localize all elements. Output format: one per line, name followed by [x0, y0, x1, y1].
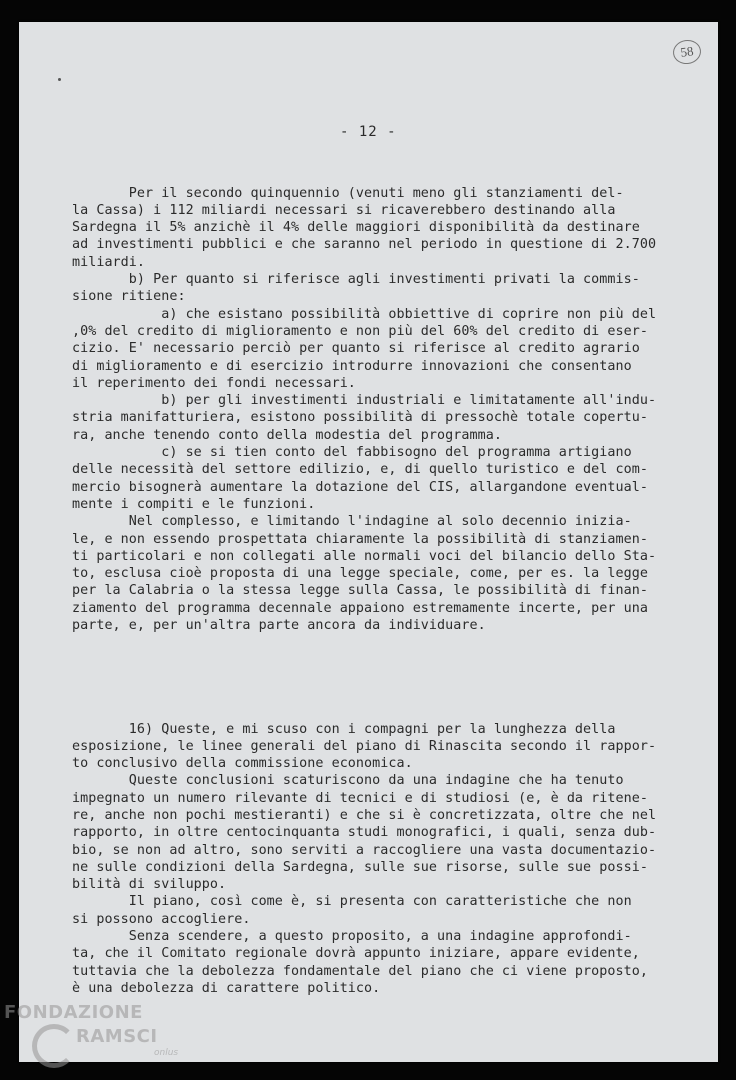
text-line: la Cassa) i 112 miliardi necessari si ricaverebbero destinando alla: [72, 202, 616, 218]
text-line: parte, e, per un'altra parte ancora da individuare.: [72, 618, 486, 634]
text-line: ziamento del programma decennale appaiono estremamente incerte, per una: [72, 600, 648, 616]
text-line: rapporto, in oltre centocinquanta studi monografici, i quali, senza dub-: [72, 825, 657, 841]
text-line: stria manifatturiera, esistono possibilità di pressochè totale copertu-: [72, 410, 648, 426]
text-line: miliardi.: [72, 254, 146, 270]
text-line: Senza scendere, a questo proposito, a una indagine approfondi-: [72, 929, 632, 945]
margin-mark: [58, 78, 61, 81]
text-line: esposizione, le linee generali del piano di Rinascita secondo il rappor-: [72, 738, 657, 754]
watermark-suffix: onlus: [154, 1048, 179, 1058]
text-line: Queste conclusioni scaturiscono da una indagine che ha tenuto: [72, 773, 624, 789]
text-line: ta, che il Comitato regionale dovrà appunto iniziare, appare evidente,: [72, 946, 640, 962]
text-line: le, e non essendo prospettata chiaramente la possibilità di stanziamen-: [72, 531, 648, 547]
text-line: Per il secondo quinquennio (venuti meno gli stanziamenti del-: [72, 185, 624, 201]
text-line: 16) Queste, e mi scuso con i compagni per la lunghezza della: [72, 721, 616, 737]
text-section-2: [72, 721, 682, 998]
text-line: a) che esistano possibilità obbiettive di coprire non più del: [72, 306, 657, 322]
text-line: cizio. E' necessario perciò per quanto si riferisce al credito agrario: [72, 341, 640, 357]
text-line: to, esclusa cioè proposta di una legge speciale, come, per es. la legge: [72, 566, 648, 582]
text-line: si possono accogliere.: [72, 911, 251, 927]
text-line: di miglioramento e di esercizio introdurre innovazioni che consentano: [72, 358, 632, 374]
watermark-line-1: FONDAZIONE: [4, 1002, 143, 1023]
page-number: - 12 -: [340, 124, 397, 140]
text-line: bilità di sviluppo.: [72, 877, 227, 893]
text-line: mercio bisognerà aumentare la dotazione del CIS, allargandone eventual-: [72, 479, 648, 495]
text-section-1: [72, 185, 682, 635]
text-line: è una debolezza di carattere politico.: [72, 980, 381, 996]
text-line: delle necessità del settore edilizio, e, di quello turistico e del com-: [72, 462, 648, 478]
fondazione-gramsci-watermark: [4, 998, 194, 1078]
text-line: ti particolari e non collegati alle normali voci del bilancio dello Sta-: [72, 548, 657, 564]
text-line: re, anche non pochi mestieranti) e che si è concretizzata, oltre che nel: [72, 807, 657, 823]
text-line: Nel complesso, e limitando l'indagine al solo decennio inizia-: [72, 514, 632, 530]
text-line: to conclusivo della commissione economica.: [72, 756, 413, 772]
text-line: b) Per quanto si riferisce agli investimenti privati la commis-: [72, 272, 640, 288]
archive-stamp-number: 58: [671, 38, 702, 66]
text-line: ra, anche tenendo conto della modestia del programma.: [72, 427, 502, 443]
typewritten-text: [72, 150, 682, 1015]
text-line: ,0% del credito di miglioramento e non più del 60% del credito di eser-: [72, 323, 648, 339]
text-line: Il piano, così come è, si presenta con caratteristiche che non: [72, 894, 632, 910]
gramsci-g-icon: [32, 1024, 76, 1068]
text-line: sione ritiene:: [72, 289, 186, 305]
text-line: ne sulle condizioni della Sardegna, sulle sue risorse, sulle sue possi-: [72, 859, 648, 875]
text-line: tuttavia che la debolezza fondamentale del piano che ci viene proposto,: [72, 963, 648, 979]
text-line: per la Calabria o la stessa legge sulla Cassa, le possibilità di finan-: [72, 583, 648, 599]
text-line: bio, se non ad altro, sono serviti a raccogliere una vasta documentazio-: [72, 842, 657, 858]
text-line: Sardegna il 5% anzichè il 4% delle maggiori disponibilità da destinare: [72, 220, 640, 236]
text-line: c) se si tien conto del fabbisogno del programma artigiano: [72, 445, 632, 461]
text-line: il reperimento dei fondi necessari.: [72, 375, 356, 391]
text-line: mente i compiti e le funzioni.: [72, 496, 316, 512]
text-line: b) per gli investimenti industriali e limitatamente all'indu-: [72, 393, 657, 409]
text-line: impegnato un numero rilevante di tecnici e di studiosi (e, è da ritene-: [72, 790, 648, 806]
watermark-line-2: RAMSCI: [76, 1026, 158, 1047]
text-line: ad investimenti pubblici e che saranno nel periodo in questione di 2.700: [72, 237, 657, 253]
